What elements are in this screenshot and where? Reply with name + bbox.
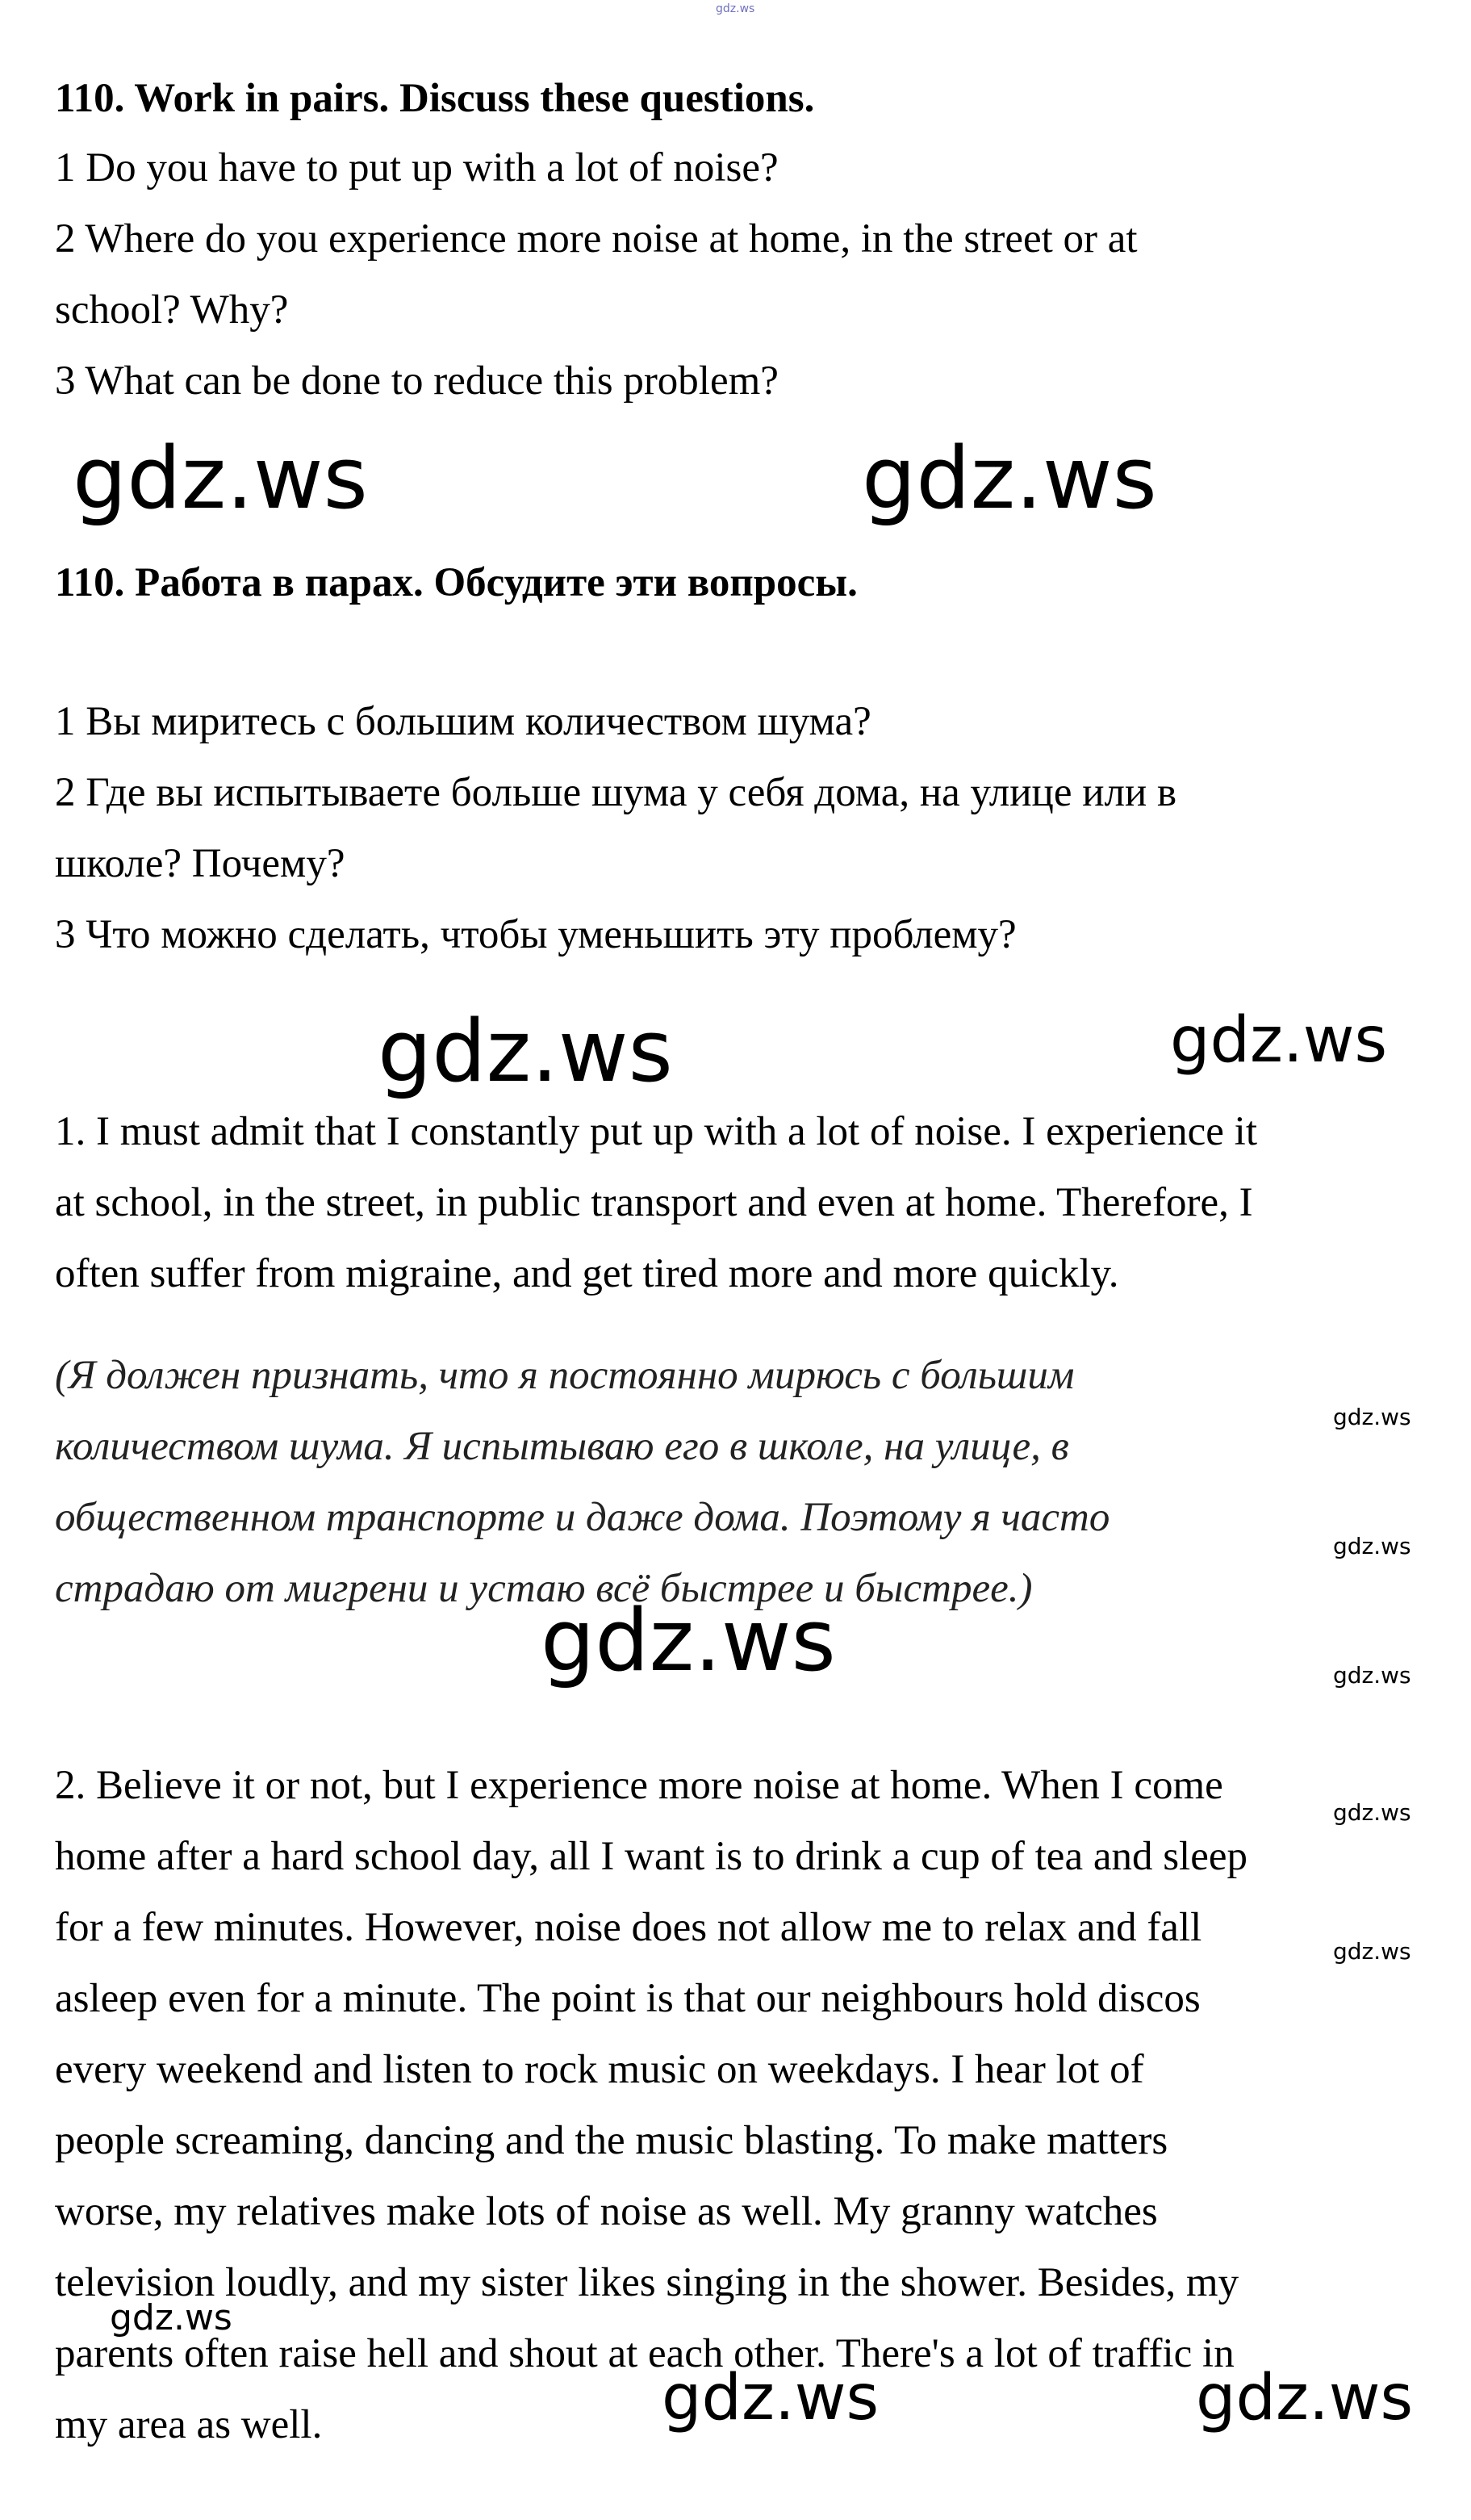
answer-line: people screaming, dancing and the music blasting. To make matters [55, 2118, 1168, 2163]
watermark-small: gdz.ws [1333, 1404, 1411, 1430]
watermark: gdz.ws [1196, 2362, 1414, 2434]
question-line: 1 Do you have to put up with a lot of noise? [55, 145, 779, 190]
watermark-small: gdz.ws [1333, 1799, 1411, 1826]
answer-line: often suffer from migraine, and get tired more and more quickly. [55, 1251, 1119, 1296]
answer-line: every weekend and listen to rock music on weekdays. I hear lot of [55, 2047, 1144, 2092]
exercise-title-ru: 110. Работа в парах. Обсудите эти вопросы. [55, 560, 858, 605]
question-line: 2 Where do you experience more noise at home, in the street or at [55, 216, 1138, 262]
answer-line: 2. Believe it or not, but I experience more noise at home. When I come [55, 1763, 1223, 1808]
question-line-ru: 1 Вы миритесь с большим количеством шума? [55, 699, 871, 744]
watermark: gdz.ws [541, 1591, 836, 1690]
answer-line: parents often raise hell and shout at each other. There's a lot of traffic in [55, 2331, 1235, 2376]
watermark: gdz.ws [73, 429, 368, 528]
watermark: gdz.ws [862, 429, 1157, 528]
translation-line: страдаю от мигрени и устаю всё быстрее и быстрее.) [55, 1566, 1033, 1611]
watermark: gdz.ws [378, 1002, 673, 1101]
translation-line: (Я должен признать, что я постоянно мирюсь с большим [55, 1353, 1075, 1398]
watermark-medium: gdz.ws [110, 2297, 232, 2338]
question-line: school? Why? [55, 287, 289, 333]
answer-line: asleep even for a minute. The point is that our neighbours hold discos [55, 1976, 1201, 2021]
answer-line: my area as well. [55, 2402, 323, 2447]
watermark-top: gdz.ws [716, 2, 755, 15]
answer-line: for a few minutes. However, noise does not allow me to relax and fall [55, 1905, 1202, 1950]
watermark: gdz.ws [1170, 1004, 1388, 1077]
watermark-small: gdz.ws [1333, 1938, 1411, 1965]
watermark-small: gdz.ws [1333, 1662, 1411, 1689]
answer-line: 1. I must admit that I constantly put up with a lot of noise. I experience it [55, 1109, 1258, 1154]
answer-line: worse, my relatives make lots of noise as well. My granny watches [55, 2189, 1158, 2234]
watermark-small: gdz.ws [1333, 1533, 1411, 1559]
exercise-title-en: 110. Work in pairs. Discuss these questions. [55, 76, 815, 121]
answer-line: at school, in the street, in public transport and even at home. Therefore, I [55, 1180, 1253, 1225]
question-line: 3 What can be done to reduce this problem? [55, 358, 779, 404]
watermark: gdz.ws [662, 2362, 880, 2434]
answer-line: television loudly, and my sister likes singing in the shower. Besides, my [55, 2260, 1239, 2305]
answer-line: home after a hard school day, all I want is to drink a cup of tea and sleep [55, 1834, 1248, 1879]
question-line-ru: школе? Почему? [55, 841, 345, 886]
question-line-ru: 2 Где вы испытываете больше шума у себя дома, на улице или в [55, 770, 1177, 815]
translation-line: количеством шума. Я испытываю его в школе, на улице, в [55, 1424, 1069, 1469]
question-line-ru: 3 Что можно сделать, чтобы уменьшить эту проблему? [55, 912, 1017, 957]
translation-line: общественном транспорте и даже дома. Поэтому я часто [55, 1495, 1110, 1540]
